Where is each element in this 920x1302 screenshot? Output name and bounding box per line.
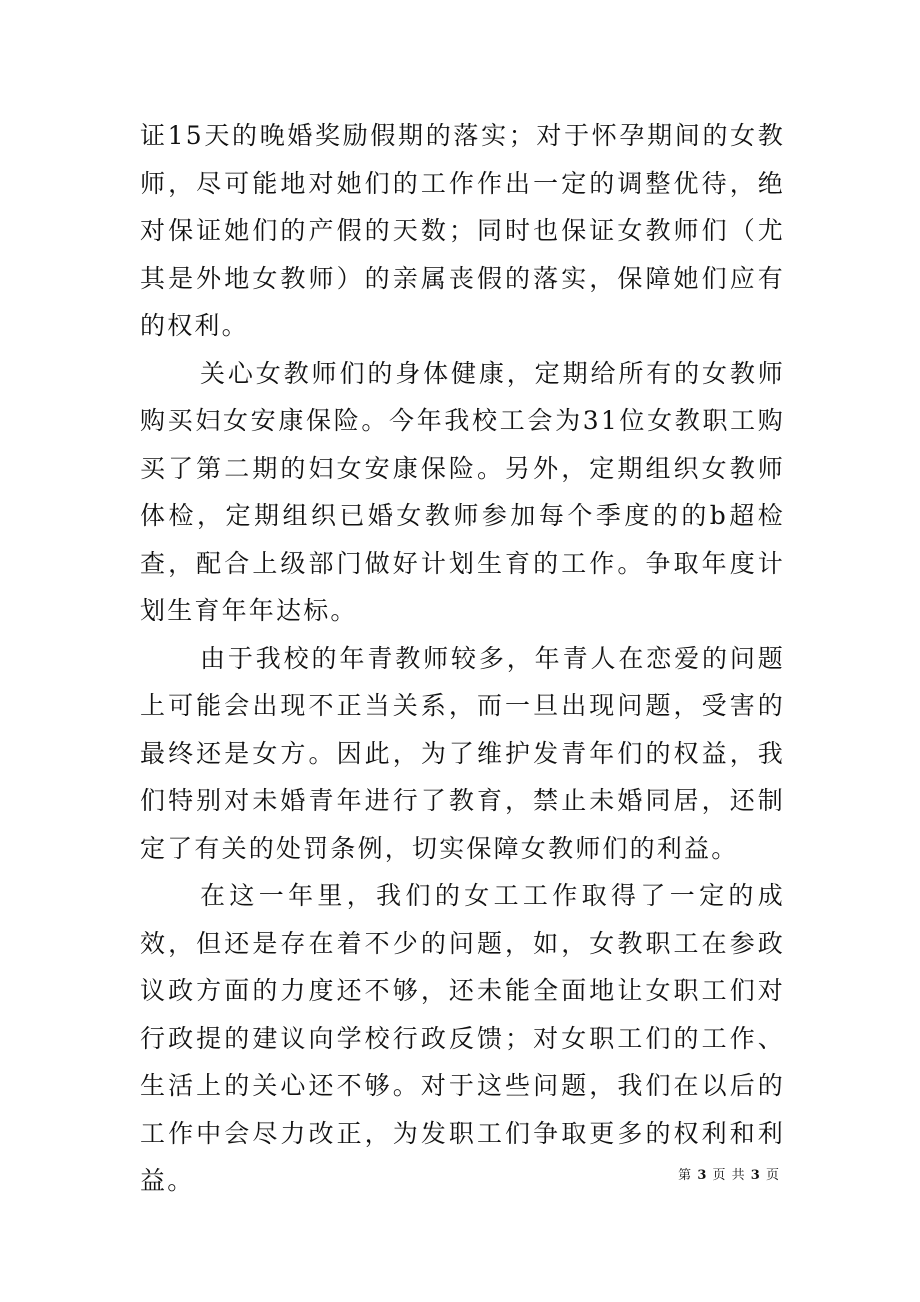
paragraph-4: 在这一年里，我们的女工工作取得了一定的成效，但还是存在着不少的问题，如，女教职工在参政议政方面的力度还不够，还未能全面地让女职工们对行政提的建议向学校行政反馈；对女职工们的工作、生活上的关心还不够。对于这些问题，我们在以后的工作中会尽力改正，为发职工们争取更多的权利和利益。 [140,881,785,1195]
footer-total-pages: 3 [750,1168,761,1183]
footer-prefix: 第 [678,1168,693,1183]
document-body [140,112,785,1205]
page-footer [0,1164,780,1183]
paragraph-2: 关心女教师们的身体健康，定期给所有的女教师购买妇女安康保险。今年我校工会为31位女教职工购买了第二期的妇女安康保险。另外，定期组织女教师体检，定期组织已婚女教师参加每个季度的的b超检查，配合上级部门做好计划生育的工作。争取年度计划生育年年达标。 [140,358,785,625]
paragraph-1: 证15天的晚婚奖励假期的落实；对于怀孕期间的女教师，尽可能地对她们的工作作出一定的调整优待，绝对保证她们的产假的天数；同时也保证女教师们（尤其是外地女教师）的亲属丧假的落实，保障她们应有的权利。 [140,121,785,340]
footer-middle: 页 共 [712,1168,746,1183]
paragraph-3: 由于我校的年青教师较多，年青人在恋爱的问题上可能会出现不正当关系，而一旦出现问题，受害的最终还是女方。因此，为了维护发青年们的权益，我们特别对未婚青年进行了教育，禁止未婚同居，还制定了有关的处罚条例，切实保障女教师们的利益。 [140,643,785,863]
footer-suffix: 页 [765,1168,780,1183]
footer-current-page: 3 [697,1168,708,1183]
